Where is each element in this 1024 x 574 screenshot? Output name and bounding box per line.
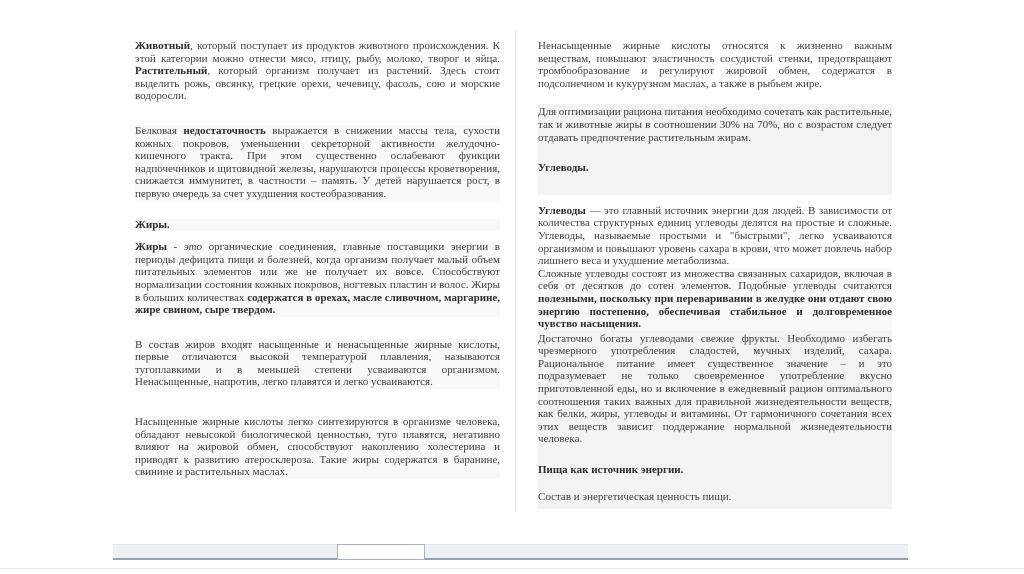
text-segment: выражается в снижении массы тела, сухости кожных покровов, уменьшении секреторной активности желудочно-кишечного тракта. При этом существенно ослабевают функции надпочечников и щитовидной железы, нарушаются процессы кроветворения, снижается иммунитет, в частности – память. У детей нарушается рост, в первую очередь за счет ухудшения костеобразования. (135, 124, 500, 200)
text-segment: Пища как источник энергии. (538, 464, 684, 477)
paragraph (135, 416, 500, 479)
section-heading (538, 464, 892, 477)
scrollbar-thumb[interactable] (337, 544, 425, 560)
paragraph (135, 40, 500, 103)
text-segment: полезными, поскольку при переваривании в желудке они отдают свою энергию постепенно, обеспечивая стабильное и долговременное чувство насыщения. (538, 292, 892, 331)
paragraph (538, 106, 892, 144)
text-segment: Сложные углеводы состоят из множества связанных сахаридов, включая в себя от десятков до сотен элементов. Подобные углеводы считаются (538, 267, 892, 293)
highlight-group (538, 331, 892, 510)
text-segment: Насыщенные жирные кислоты легко синтезируются в организме человека, обладают невысокой биологической ценностью, туго плавятся, негативно влияют на жировой обмен, способствуют накоплению холестерина и приводят к развитию атеросклероза. Такие жиры содержатся в баранине, свинине и растительных маслах. (135, 416, 500, 479)
text-segment: Углеводы (538, 204, 586, 217)
text-segment: Для оптимизации рациона питания необходимо сочетать как растительные, так и животные жиры в соотношении 30% на 70%, но с возрастом следует отдавать предпочтение растительным жирам. (538, 106, 892, 144)
text-segment: Растительный (135, 65, 208, 78)
text-segment: , который организм получает из растений. Здесь стоит выделить рожь, овсянку, грецкие орехи, чечевицу, фасоль, сою и морские водоросли. (135, 65, 500, 103)
text-segment: — это главный источник энергии для людей. В зависимости от количества структурных единиц углеводы делятся на простые и сложные. Углеводы, называемые простыми и "быстрыми", легко усваиваются организмом и повышают уровень сахара в крови, что может повлечь набор лишнего веса и ухудшение метаболизма. (538, 204, 892, 268)
paragraph (538, 268, 892, 331)
text-segment: , который поступает из продуктов животного происхождения. К этой категории можно отнести мясо, птицу, рыбу, молоко, творог и яйца. (135, 40, 500, 65)
section-heading (538, 162, 892, 175)
text-segment: содержатся в орехах, масле сливочном, маргарине, жире свином, сыре твердом. (135, 291, 501, 317)
paragraph (135, 125, 500, 201)
paragraph (135, 241, 500, 317)
section-heading (135, 219, 500, 232)
page-right (538, 40, 892, 509)
horizontal-scrollbar[interactable] (113, 544, 908, 560)
text-segment: Животный (135, 40, 191, 52)
text-segment: Жиры (135, 241, 167, 254)
window-bottom-edge (0, 568, 1024, 569)
paragraph (538, 205, 892, 268)
paragraph (538, 491, 892, 504)
text-segment: органические соединения, главные поставщики энергии в периоды дефицита пищи и болезней, когда организм получает малый объем питательных элементов или же не получает их вовсе. Способствуют нормализации состояния кожных покровов, ногтевых пластин и волос. Жиры в больших количествах (135, 241, 500, 304)
paragraph (135, 339, 500, 389)
text-segment: - (166, 241, 184, 254)
text-segment: Углеводы. (538, 162, 589, 175)
text-segment: Состав и энергетическая ценность пищи. (538, 490, 732, 503)
text-segment: Белковая (135, 124, 184, 137)
page-separator (515, 30, 516, 512)
paragraph (538, 40, 892, 90)
text-segment: Достаточно богаты углеводами свежие фрукты. Необходимо избегать чрезмерного употребления сладостей, мучных изделий, сахара. Рациональное питание имеет существенное значение – и это подразумевает не только своевременное употребление вкусно приготовленной еды, но и включение в ежедневный рацион оптимального соотношения таких важных для правильной жизнедеятельности веществ, как белки, жиры, углеводы и витамины. От гармоничного сочетания всех этих веществ зависит поддержание нормальной жизнедеятельности человека. (538, 332, 892, 446)
text-segment: В состав жиров входят насыщенные и ненасыщенные жирные кислоты, первые отличаются высокой температурой плавления, называются тугоплавкими и в меньшей степени усваиваются организмом. Ненасыщенные, напротив, легко плавятся и легко усваиваются. (135, 338, 500, 389)
highlight-group (538, 104, 892, 194)
page-left (135, 40, 500, 479)
text-segment: Жиры. (135, 218, 170, 231)
text-segment: Ненасыщенные жирные кислоты относятся к жизненно важным веществам, повышают эластичность сосудистой стенки, предотвращают тромбообразование и регулируют жировой обмен, содержатся в подсолнечном и кукурузном маслах, а также в рыбьем жире. (538, 40, 892, 90)
paragraph (538, 333, 892, 446)
text-segment: это (183, 241, 202, 254)
text-segment: недостаточность (183, 124, 266, 137)
